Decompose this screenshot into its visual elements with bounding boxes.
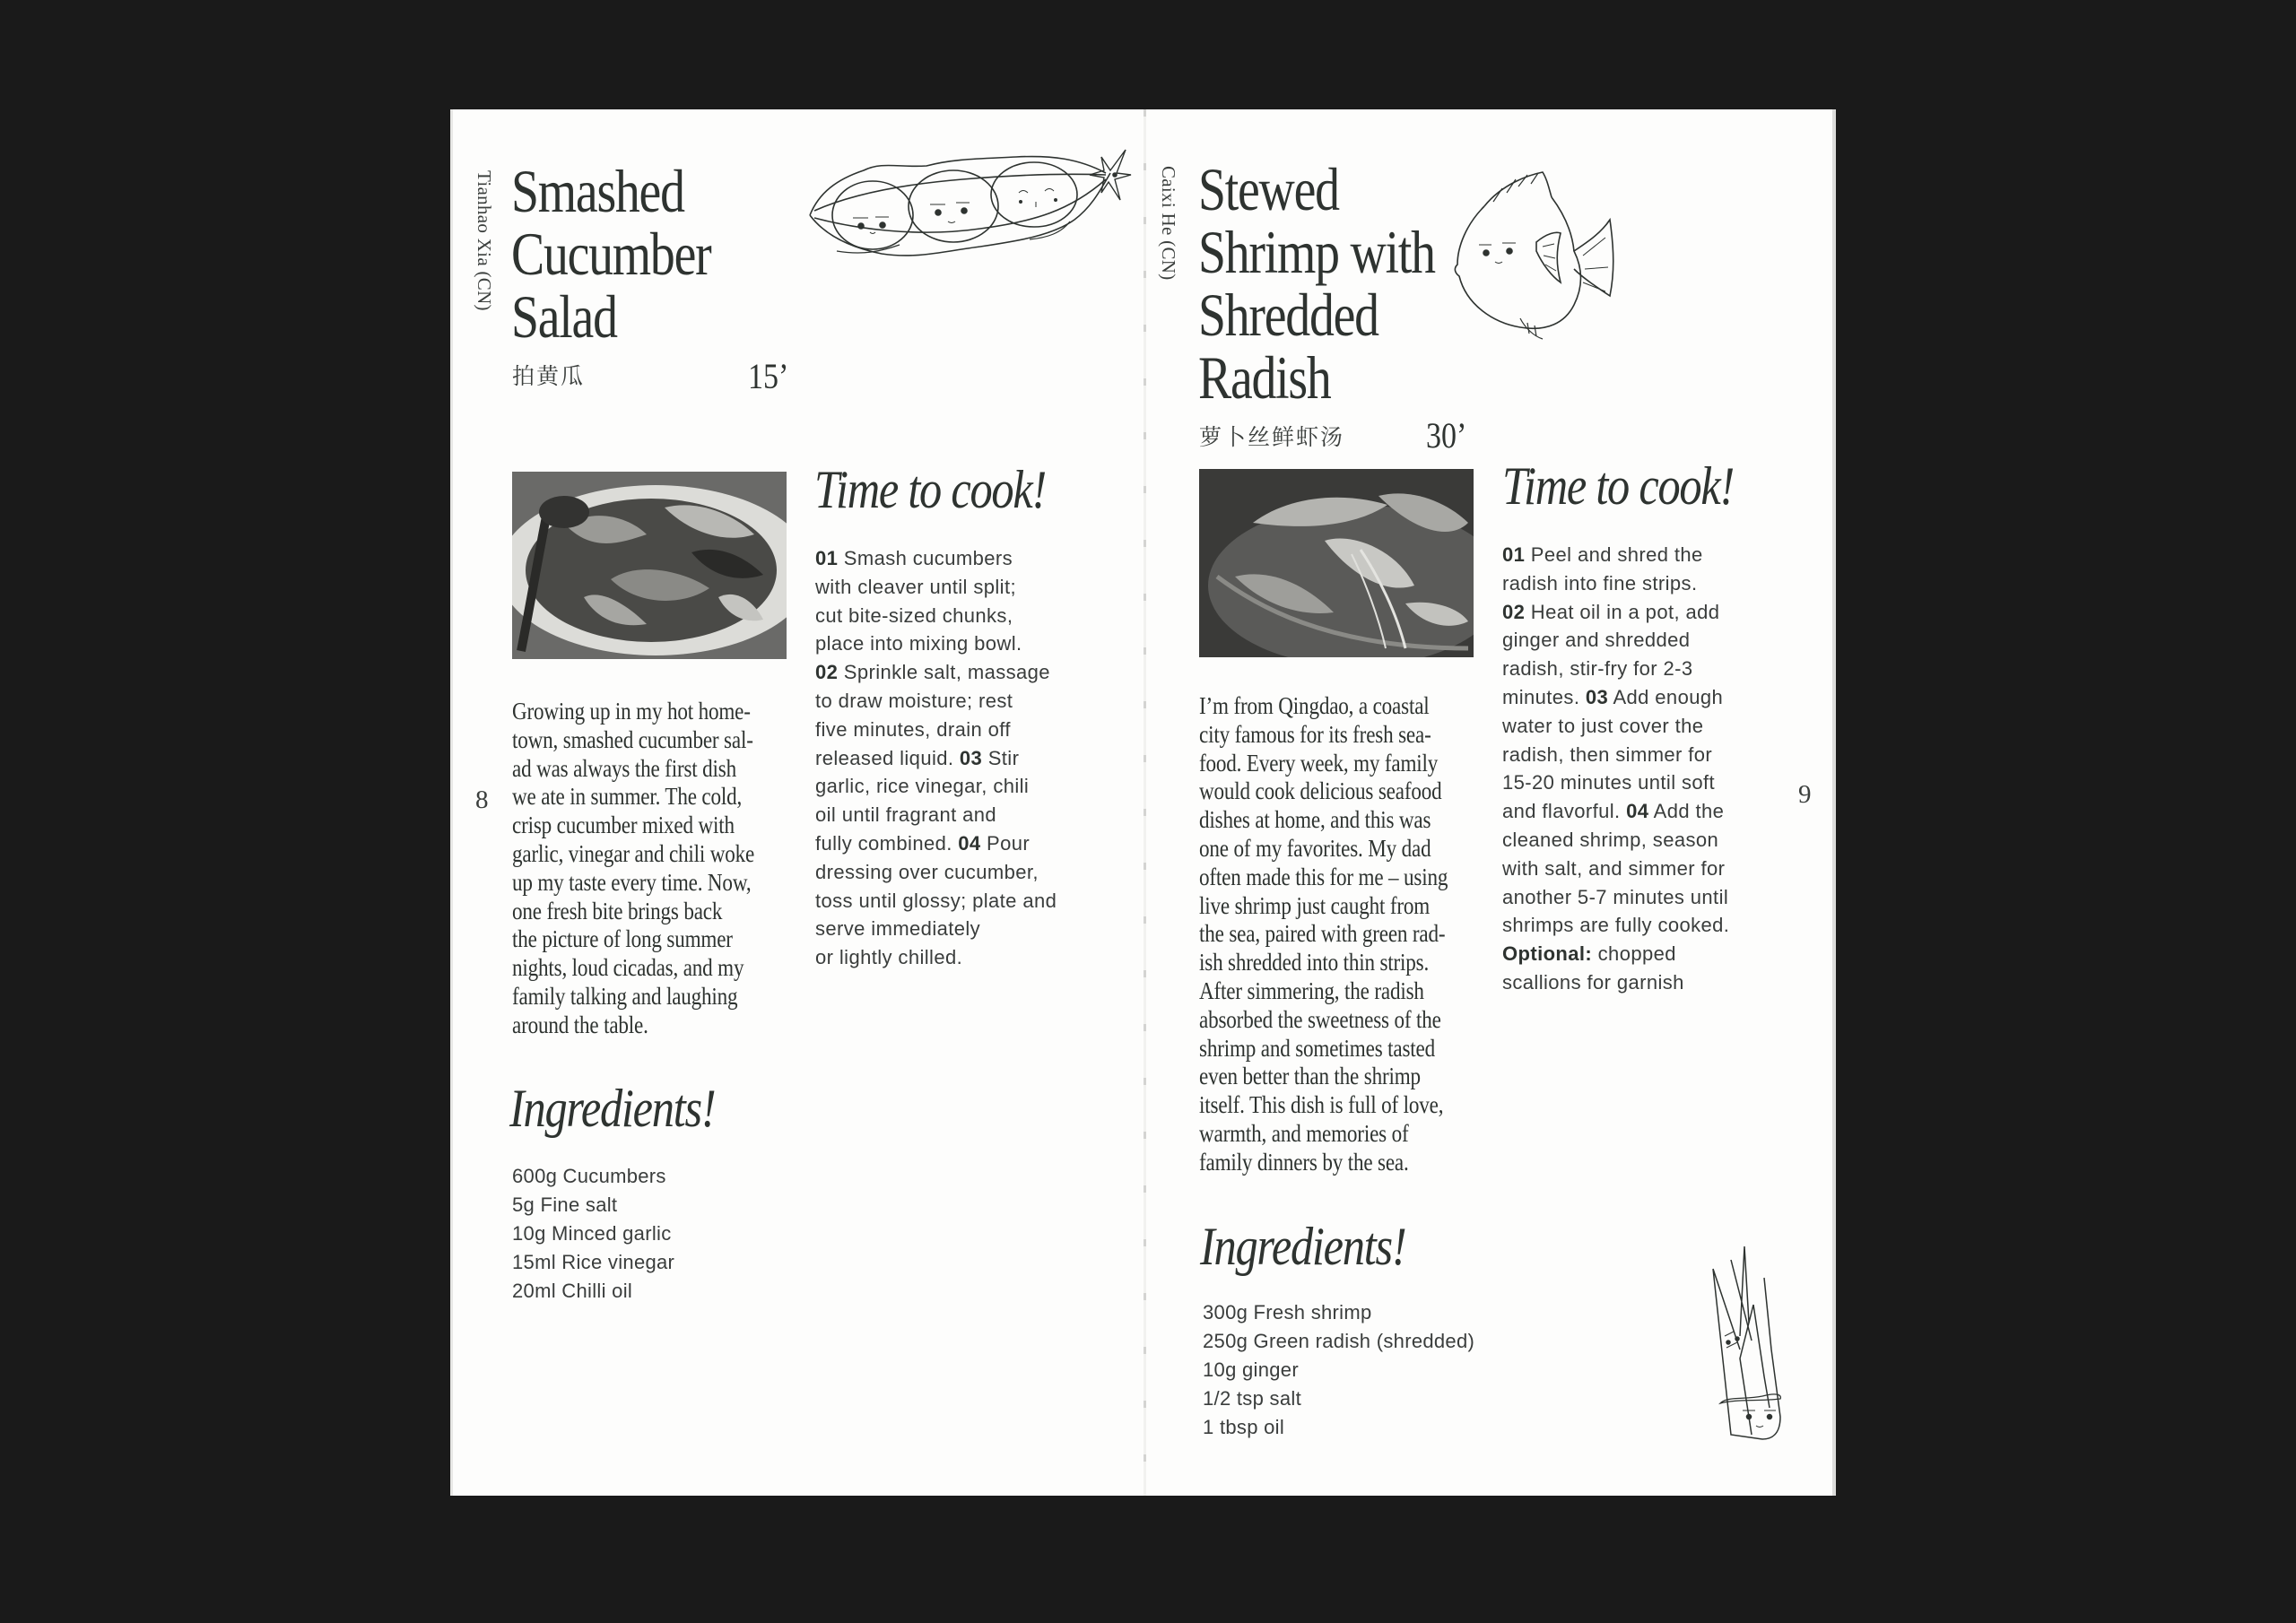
story-line: warmth, and memories of <box>1199 1118 1409 1147</box>
step-text: minutes. <box>1502 685 1586 708</box>
story-line: crisp cucumber mixed with <box>512 811 735 839</box>
step-text: radish, then simmer for <box>1502 742 1713 766</box>
story-line: dishes at home, and this was <box>1199 805 1431 834</box>
step-line <box>815 658 1057 687</box>
pea-pod-illustration-icon <box>801 139 1142 273</box>
step-text: five minutes, drain off <box>815 717 1011 741</box>
step-text: Heat oil in a pot, add <box>1525 600 1720 623</box>
title-line: Salad <box>511 282 617 351</box>
story-line: up my taste every time. Now, <box>512 867 752 896</box>
ingredient-item: 20ml Chilli oil <box>512 1280 633 1302</box>
ingredients-heading: Ingredients! <box>509 1079 716 1138</box>
step-line <box>815 687 1057 716</box>
step-line <box>1502 741 1729 769</box>
step-line <box>1502 683 1729 712</box>
step-text: ginger and shredded <box>1502 629 1691 652</box>
step-text: Pour <box>980 831 1031 855</box>
dish-photo-shrimp <box>1199 469 1474 657</box>
cook-time: 30’ <box>1426 415 1467 456</box>
step-text: cleaned shrimp, season <box>1502 828 1719 851</box>
step-text: Add enough <box>1608 685 1724 708</box>
story-line: family dinners by the sea. <box>1199 1147 1409 1176</box>
title-chinese: 拍黄瓜 <box>512 363 586 389</box>
step-line <box>1502 911 1729 940</box>
step-text: garlic, rice vinegar, chili <box>815 775 1030 798</box>
step-text: Add the <box>1648 800 1725 823</box>
step-number: 02 <box>1502 600 1526 623</box>
story-line: After simmering, the radish <box>1199 976 1424 1004</box>
step-text: oil until fragrant and <box>815 803 997 827</box>
story-line: often made this for me – using <box>1199 862 1448 890</box>
time-to-cook-heading: Time to cook! <box>1502 456 1734 516</box>
step-line <box>815 716 1057 744</box>
step-line <box>1502 598 1729 627</box>
ingredient-item: 5g Fine salt <box>512 1193 618 1216</box>
ingredient-item: 1 tbsp oil <box>1203 1416 1285 1438</box>
recipe-title <box>511 157 711 351</box>
author-credit: Caixi He (CN) <box>1158 166 1179 281</box>
step-line <box>815 602 1057 630</box>
title-line: Radish <box>1198 343 1331 412</box>
story-line: even better than the shrimp <box>1199 1062 1421 1090</box>
story-line: Growing up in my hot home- <box>512 697 751 725</box>
story-line: family talking and laughing <box>512 981 738 1010</box>
step-text: serve immediately <box>815 917 981 941</box>
ingredients-list <box>1203 1298 1474 1442</box>
step-line <box>1502 712 1729 741</box>
story-line: garlic, vinegar and chili woke <box>512 838 755 867</box>
step-line <box>1502 968 1729 997</box>
ingredient-item: 15ml Rice vinegar <box>512 1251 675 1273</box>
step-text: Peel and shred the <box>1525 543 1703 566</box>
title-line: Shredded <box>1198 281 1378 349</box>
story-line: shrimp and sometimes tasted <box>1199 1033 1435 1062</box>
author-credit: Tianhao Xia (CN) <box>474 170 495 311</box>
step-number: 04 <box>958 831 981 855</box>
cooking-steps <box>815 544 1057 972</box>
step-line <box>815 887 1057 916</box>
leek-illustration-icon <box>1709 1242 1789 1453</box>
book-spine-stitching <box>1144 109 1146 1496</box>
story-line: one fresh bite brings back <box>512 896 723 924</box>
page-number: 9 <box>1798 780 1812 809</box>
step-line <box>1502 569 1729 598</box>
step-text: released liquid. <box>815 746 960 769</box>
step-line <box>1502 855 1729 883</box>
page-number: 8 <box>475 785 489 814</box>
step-text: Smash cucumbers <box>838 547 1013 569</box>
cooking-steps <box>1502 541 1729 997</box>
story-line: we ate in summer. The cold, <box>512 782 743 811</box>
step-line <box>1502 883 1729 912</box>
step-number: 03 <box>959 746 983 769</box>
step-line <box>815 943 1057 972</box>
step-text: shrimps are fully cooked. <box>1502 914 1730 937</box>
step-line <box>1502 626 1729 655</box>
step-number: 03 <box>1585 685 1609 708</box>
step-text: to draw moisture; rest <box>815 689 1013 712</box>
story-line: nights, loud cicadas, and my <box>512 953 744 982</box>
step-line <box>1502 826 1729 855</box>
step-text: fully combined. <box>815 831 959 855</box>
step-text: or lightly chilled. <box>815 946 963 969</box>
ingredient-item: 10g Minced garlic <box>512 1222 672 1245</box>
step-number: Optional: <box>1502 942 1593 966</box>
step-line <box>815 829 1057 858</box>
step-line <box>1502 768 1729 797</box>
step-text: toss until glossy; plate and <box>815 889 1057 912</box>
ingredient-item: 10g ginger <box>1203 1358 1299 1381</box>
recipe-story <box>512 697 754 1039</box>
step-number: 01 <box>815 547 839 569</box>
step-number: 01 <box>1502 543 1526 566</box>
ingredient-item: 1/2 tsp salt <box>1203 1387 1301 1410</box>
step-line <box>815 915 1057 943</box>
ingredients-list <box>512 1162 674 1306</box>
step-text: and flavorful. <box>1502 800 1627 823</box>
step-text: water to just cover the <box>1502 714 1704 737</box>
recipe-story <box>1199 691 1448 1176</box>
step-line <box>815 801 1057 829</box>
title-line: Stewed <box>1198 155 1339 223</box>
step-line <box>1502 940 1729 968</box>
step-text: radish into fine strips. <box>1502 571 1698 595</box>
step-text: Sprinkle salt, massage <box>838 661 1050 684</box>
step-line <box>1502 541 1729 569</box>
step-text: cut bite-sized chunks, <box>815 603 1013 627</box>
dish-photo-cucumber <box>512 472 787 659</box>
ingredient-item: 250g Green radish (shredded) <box>1203 1330 1475 1352</box>
story-line: live shrimp just caught from <box>1199 890 1431 919</box>
step-text: another 5-7 minutes until <box>1502 885 1729 908</box>
story-line: the picture of long summer <box>512 924 733 953</box>
story-line: itself. This dish is full of love, <box>1199 1090 1444 1119</box>
title-chinese: 萝卜丝鲜虾汤 <box>1199 424 1345 450</box>
ingredients-heading: Ingredients! <box>1200 1217 1406 1276</box>
title-line: Shrimp with <box>1198 218 1435 286</box>
step-text: 15-20 minutes until soft <box>1502 771 1716 794</box>
step-text: scallions for garnish <box>1502 970 1684 994</box>
cook-time: 15’ <box>748 356 789 396</box>
step-text: place into mixing bowl. <box>815 632 1022 655</box>
story-line: the sea, paired with green rad- <box>1199 919 1446 948</box>
fish-illustration-icon <box>1431 161 1619 341</box>
step-line <box>1502 797 1729 826</box>
story-line: food. Every week, my family <box>1199 748 1439 777</box>
step-number: 02 <box>815 661 839 684</box>
story-line: ish shredded into thin strips. <box>1199 948 1430 976</box>
story-line: absorbed the sweetness of the <box>1199 1004 1441 1033</box>
step-line <box>815 573 1057 602</box>
step-line <box>815 858 1057 887</box>
story-line: town, smashed cucumber sal- <box>512 725 753 753</box>
ingredient-item: 300g Fresh shrimp <box>1203 1301 1372 1324</box>
story-line: would cook delicious seafood <box>1199 777 1442 805</box>
step-text: dressing over cucumber, <box>815 860 1039 883</box>
title-line: Cucumber <box>511 220 711 288</box>
step-number: 04 <box>1626 800 1649 823</box>
step-text: radish, stir-fry for 2-3 <box>1502 657 1693 681</box>
story-line: ad was always the first dish <box>512 753 736 782</box>
step-text: Stir <box>982 746 1020 769</box>
step-line <box>815 629 1057 658</box>
time-to-cook-heading: Time to cook! <box>814 460 1046 519</box>
ingredient-item: 600g Cucumbers <box>512 1165 666 1187</box>
step-line <box>815 544 1057 573</box>
step-text: chopped <box>1592 942 1676 966</box>
title-line: Smashed <box>511 157 684 225</box>
story-line: around the table. <box>512 1010 648 1038</box>
step-line <box>1502 655 1729 683</box>
step-text: with cleaver until split; <box>815 575 1016 598</box>
recipe-title <box>1198 155 1435 412</box>
step-line <box>815 744 1057 773</box>
step-text: with salt, and simmer for <box>1502 856 1726 880</box>
step-line <box>815 772 1057 801</box>
story-line: I’m from Qingdao, a coastal <box>1199 691 1430 719</box>
story-line: one of my favorites. My dad <box>1199 833 1431 862</box>
story-line: city famous for its fresh sea- <box>1199 719 1431 748</box>
